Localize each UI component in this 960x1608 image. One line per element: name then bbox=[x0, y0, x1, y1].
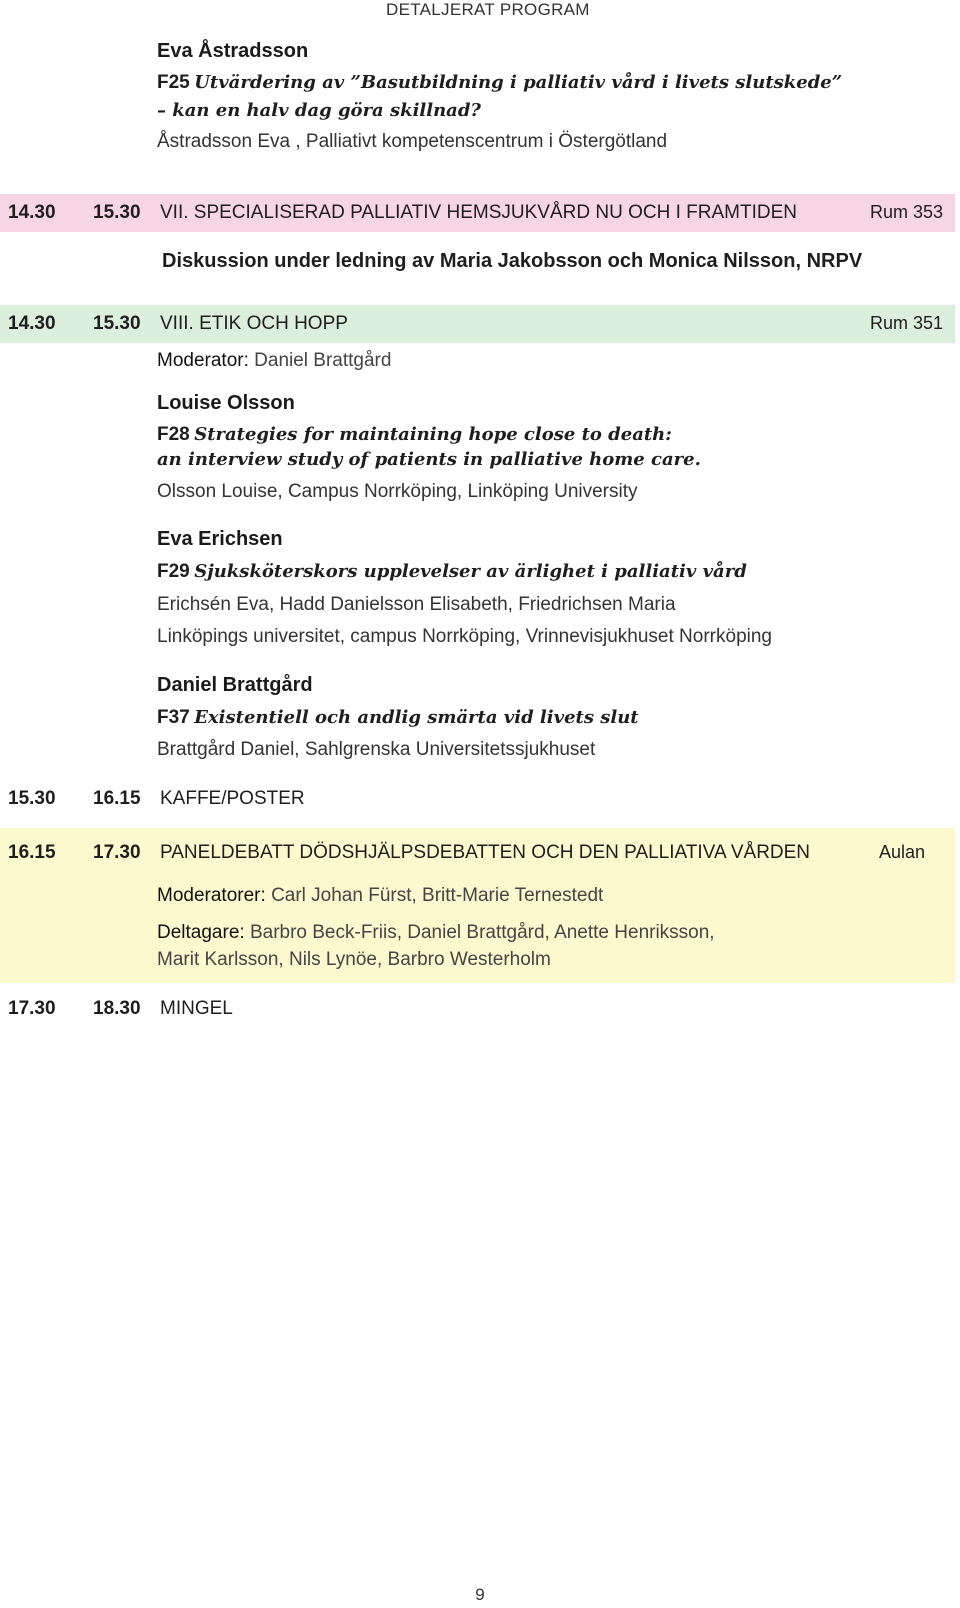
session-start-time: 14.30 bbox=[8, 313, 56, 334]
mingel-end-time: 18.30 bbox=[93, 998, 141, 1019]
panel-participants bbox=[157, 922, 715, 944]
session-discussion: Diskussion under ledning av Maria Jakobsson och Monica Nilsson, NRPV bbox=[162, 250, 863, 272]
page-number: 9 bbox=[475, 1585, 485, 1604]
session-title: VII. SPECIALISERAD PALLIATIV HEMSJUKVÅRD NU OCH I FRAMTIDEN bbox=[160, 202, 797, 223]
abstract-code: F29 bbox=[157, 561, 190, 582]
panel-end-time: 17.30 bbox=[93, 842, 141, 863]
abstract-affiliation: Åstradsson Eva , Palliativt kompetenscentrum i Östergötland bbox=[157, 131, 668, 152]
abstract-code: F25 bbox=[157, 72, 190, 93]
panel-header bbox=[0, 834, 955, 872]
moderator-label: Moderator: bbox=[157, 350, 249, 371]
participants-names-line2: Marit Karlsson, Nils Lynöe, Barbro Westerholm bbox=[157, 949, 551, 970]
break-title: KAFFE/POSTER bbox=[160, 788, 305, 809]
participants-label: Deltagare: bbox=[157, 922, 245, 943]
abstract-title bbox=[157, 72, 842, 94]
panel-room: Aulan bbox=[878, 842, 925, 862]
session-room: Rum 351 bbox=[869, 313, 943, 333]
speaker-name: Eva Erichsen bbox=[157, 528, 283, 550]
abstract-title-line1: Strategies for maintaining hope close to death: bbox=[194, 424, 672, 445]
break-end-time: 16.15 bbox=[93, 788, 141, 809]
abstract-affiliation: Brattgård Daniel, Sahlgrenska Universitetssjukhuset bbox=[157, 739, 596, 760]
speaker-name: Daniel Brattgård bbox=[157, 674, 313, 696]
session-vii-header bbox=[0, 194, 955, 232]
mingel-title: MINGEL bbox=[160, 998, 233, 1019]
abstract-title bbox=[157, 561, 747, 583]
session-room: Rum 353 bbox=[869, 202, 943, 222]
abstract-title bbox=[157, 707, 639, 729]
panel-title: PANELDEBATT DÖDSHJÄLPSDEBATTEN OCH DEN PALLIATIVA VÅRDEN bbox=[160, 842, 811, 863]
panel-start-time: 16.15 bbox=[8, 842, 56, 863]
abstract-code: F28 bbox=[157, 424, 190, 445]
session-start-time: 14.30 bbox=[8, 202, 56, 223]
mingel-start-time: 17.30 bbox=[8, 998, 56, 1019]
panel-moderators bbox=[157, 885, 603, 907]
moderators-label: Moderatorer: bbox=[157, 885, 266, 906]
speaker-name: Louise Olsson bbox=[157, 392, 295, 414]
moderator-name: Daniel Brattgård bbox=[254, 350, 392, 371]
abstract-code: F37 bbox=[157, 707, 190, 728]
abstract-title-line2: an interview study of patients in palliative home care. bbox=[157, 449, 701, 470]
session-end-time: 15.30 bbox=[93, 313, 141, 334]
abstract-title-line1: Utvärdering av ”Basutbildning i palliativ vård i livets slutskede” bbox=[194, 72, 843, 93]
abstract-title-line1: Sjuksköterskors upplevelser av ärlighet i palliativ vård bbox=[194, 561, 747, 582]
abstract-affiliation: Olsson Louise, Campus Norrköping, Linköping University bbox=[157, 481, 638, 502]
speaker-name: Eva Åstradsson bbox=[157, 40, 309, 62]
panel-block bbox=[0, 828, 955, 983]
abstract-title-line1: Existentiell och andlig smärta vid livets slut bbox=[194, 707, 639, 728]
participants-names-line1: Barbro Beck-Friis, Daniel Brattgård, Anette Henriksson, bbox=[249, 922, 715, 943]
session-title: VIII. ETIK OCH HOPP bbox=[160, 313, 348, 334]
abstract-authors: Erichsén Eva, Hadd Danielsson Elisabeth, Friedrichsen Maria bbox=[157, 594, 676, 615]
abstract-title-line2: – kan en halv dag göra skillnad? bbox=[157, 100, 481, 121]
session-moderator bbox=[157, 350, 391, 372]
mingel-row bbox=[0, 990, 955, 1028]
break-start-time: 15.30 bbox=[8, 788, 56, 809]
moderators-names: Carl Johan Fürst, Britt-Marie Ternestedt bbox=[271, 885, 604, 906]
abstract-affiliation: Linköpings universitet, campus Norrköping, Vrinnevisjukhuset Norrköping bbox=[157, 626, 772, 647]
session-viii-header bbox=[0, 305, 955, 343]
break-row bbox=[0, 780, 955, 818]
running-header: DETALJERAT PROGRAM bbox=[386, 0, 590, 19]
session-end-time: 15.30 bbox=[93, 202, 141, 223]
abstract-title bbox=[157, 424, 672, 446]
